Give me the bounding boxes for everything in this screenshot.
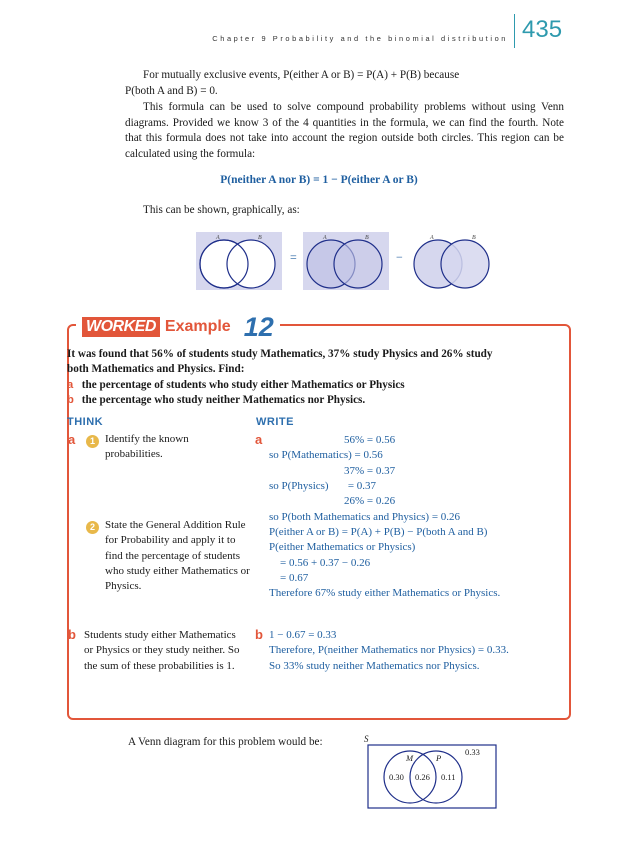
question-part-a-letter: a [67, 378, 74, 391]
question-part-a-text: the percentage of students who study either Mathematics or Physics [81, 378, 405, 391]
think-step-b: Students study either Mathematics or Physics or they study neither. So the sum of these probabilities is 1. [84, 629, 240, 672]
sample-space-label: S [364, 734, 369, 744]
venn-neither-label-b: B [472, 235, 476, 241]
write-part-b-letter: b [255, 627, 263, 642]
think-part-a-letter: a [68, 432, 76, 447]
venn-either-circle-b [227, 240, 275, 288]
equals-sign: = [290, 250, 297, 264]
minus-sign: − [396, 250, 403, 264]
write-a-line-5: 26% = 0.26 [344, 495, 396, 507]
venn-either-label-b: B [258, 235, 262, 241]
venn-either-label-a: A [216, 235, 220, 241]
worked-badge: WORKED [82, 317, 160, 337]
venn-full-circle-b [334, 240, 382, 288]
final-venn-intro: A Venn diagram for this problem would be: [128, 736, 323, 748]
question-line-1: It was found that 56% of students study Mathematics, 37% study Physics and 26% study [67, 348, 493, 360]
write-b-line-1: 1 − 0.67 = 0.33 [269, 629, 337, 641]
write-a-line-2: so P(Mathematics) = 0.56 [269, 449, 383, 461]
intro-para-2: This formula can be used to solve compound probability problems without using Venn diagrams. Provided we know 3 of the 4 quantities in the formula, we can find the fourth. Note that this formula does not take into account the region outside both circles. This region can be calculated using the formula: [125, 101, 564, 160]
label-m: M [406, 753, 414, 763]
intro-para-1-line2: P(both A and B) = 0. [125, 85, 218, 97]
question-part-b-letter: b [67, 394, 74, 407]
final-venn-diagram [362, 733, 502, 813]
write-heading: WRITE [256, 416, 294, 428]
question-part-a [67, 378, 573, 393]
page-number: 435 [522, 16, 563, 43]
venn-neither-label-a: A [430, 235, 434, 241]
running-head: Chapter 9 Probability and the binomial distribution [212, 34, 508, 43]
write-b-line-3: So 33% study neither Mathematics nor Physics. [269, 660, 480, 672]
think-heading: THINK [67, 416, 104, 428]
value-neither: 0.33 [465, 747, 480, 757]
write-a-line-10: = 0.67 [280, 572, 309, 584]
graphical-intro: This can be shown, graphically, as: [143, 204, 300, 216]
question-part-b-text: the percentage who study neither Mathematics nor Physics. [81, 394, 366, 407]
think-step-1: Identify the known probabilities. [105, 433, 189, 461]
step-2-badge: 2 [86, 521, 99, 534]
label-p: P [436, 753, 442, 763]
venn-neither-diagram [410, 232, 496, 290]
write-a-line-9: = 0.56 + 0.37 − 0.26 [280, 557, 371, 569]
venn-full-diagram [303, 232, 389, 290]
write-a-line-7: P(either A or B) = P(A) + P(B) − P(both A and B) [269, 526, 488, 538]
venn-either-diagram [196, 232, 282, 290]
write-a-line-11: Therefore 67% study either Mathematics or Physics. [269, 587, 501, 599]
example-number: 12 [243, 311, 274, 342]
think-part-b-letter: b [68, 627, 76, 642]
example-question [67, 347, 573, 409]
write-b-line-2: Therefore, P(neither Mathematics nor Physics) = 0.33. [269, 644, 509, 656]
write-part-a-letter: a [255, 432, 263, 447]
worked-example-title [76, 312, 280, 342]
step-1-badge: 1 [86, 435, 99, 448]
value-only-p: 0.11 [441, 772, 456, 782]
example-word: Example [164, 318, 231, 335]
write-a-line-1: 56% = 0.56 [344, 434, 396, 446]
venn-full-label-b: B [365, 235, 369, 241]
value-both: 0.26 [415, 772, 430, 782]
question-part-b [67, 393, 573, 408]
intro-para-1-line1: For mutually exclusive events, P(either A or B) = P(A) + P(B) because [143, 69, 460, 81]
write-a-line-3: 37% = 0.37 [344, 465, 396, 477]
header-rule [514, 14, 515, 48]
write-a-line-6: so P(both Mathematics and Physics) = 0.26 [269, 511, 461, 523]
venn-full-label-a: A [323, 235, 327, 241]
venn-neither-circle-b [441, 240, 489, 288]
write-a-line-8: P(either Mathematics or Physics) [269, 541, 416, 553]
write-a-line-4: so P(Physics) = 0.37 [269, 480, 377, 492]
neither-formula: P(neither A nor B) = 1 − P(either A or B) [220, 174, 418, 186]
think-step-2: State the General Addition Rule for Probability and apply it to find the percentage of students who study either Mathematics or Physics. [105, 519, 250, 593]
question-line-2: both Mathematics and Physics. Find: [67, 363, 245, 376]
value-only-m: 0.30 [389, 772, 404, 782]
